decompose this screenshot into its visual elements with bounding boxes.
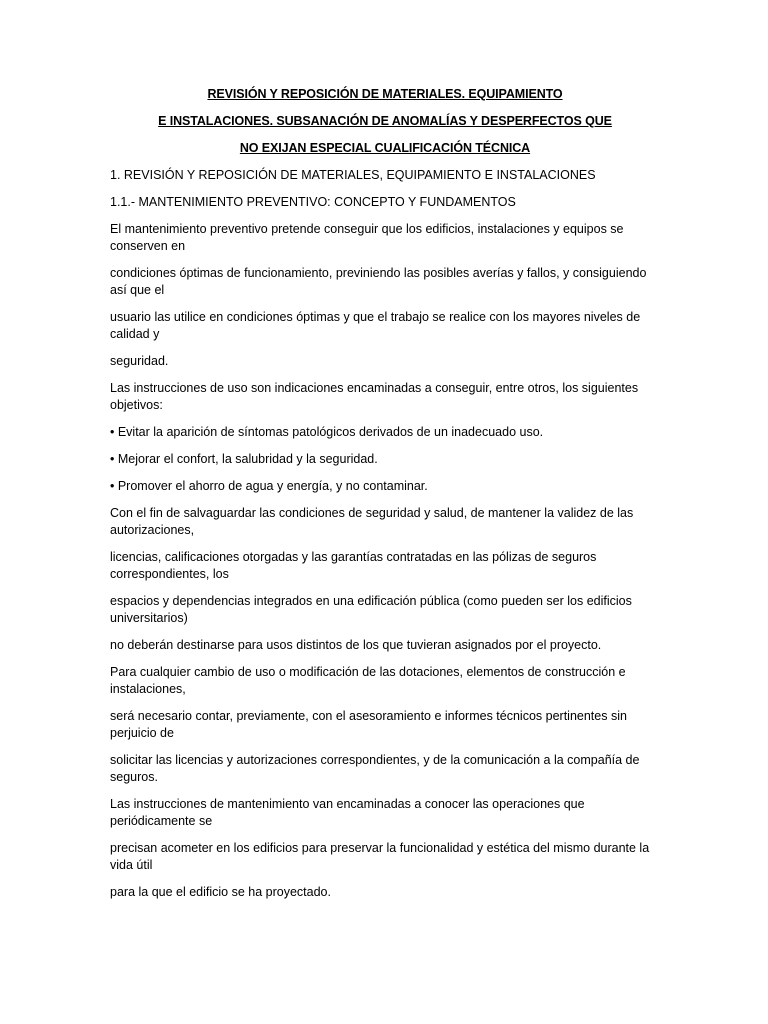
document-title-line-2: E INSTALACIONES. SUBSANACIÓN DE ANOMALÍAS Y DESPERFECTOS QUE <box>158 114 612 128</box>
bullet-item: • Mejorar el confort, la salubridad y la seguridad. <box>110 452 378 466</box>
body-paragraph: no deberán destinarse para usos distintos de los que tuvieran asignados por el proyecto. <box>110 638 602 652</box>
body-paragraph: condiciones óptimas de funcionamiento, previniendo las posibles averías y fallos, y consiguiendo así que el <box>110 266 647 297</box>
body-paragraph: El mantenimiento preventivo pretende conseguir que los edificios, instalaciones y equipos se conserven en <box>110 222 624 253</box>
body-paragraph: Con el fin de salvaguardar las condiciones de seguridad y salud, de mantener la validez de las autorizaciones, <box>110 506 634 537</box>
section-heading: 1. REVISIÓN Y REPOSICIÓN DE MATERIALES, EQUIPAMIENTO E INSTALACIONES <box>110 168 596 182</box>
body-paragraph: solicitar las licencias y autorizaciones correspondientes, y de la comunicación a la compañía de seguros. <box>110 753 640 784</box>
body-paragraph: Para cualquier cambio de uso o modificación de las dotaciones, elementos de construcción e instalaciones, <box>110 665 626 696</box>
bullet-item: • Promover el ahorro de agua y energía, y no contaminar. <box>110 479 428 493</box>
body-paragraph: seguridad. <box>110 354 169 368</box>
body-paragraph: Las instrucciones de uso son indicaciones encaminadas a conseguir, entre otros, los siguientes objetivos: <box>110 381 639 412</box>
body-paragraph: espacios y dependencias integrados en una edificación pública (como pueden ser los edificios universitarios) <box>110 594 632 625</box>
body-paragraph: licencias, calificaciones otorgadas y las garantías contratadas en las pólizas de seguros correspondientes, los <box>110 550 597 581</box>
subsection-heading: 1.1.- MANTENIMIENTO PREVENTIVO: CONCEPTO Y FUNDAMENTOS <box>110 195 516 209</box>
document-title-line-3: NO EXIJAN ESPECIAL CUALIFICACIÓN TÉCNICA <box>239 141 531 155</box>
body-paragraph: precisan acometer en los edificios para preservar la funcionalidad y estética del mismo durante la vida útil <box>110 841 650 872</box>
document-title-line-1: REVISIÓN Y REPOSICIÓN DE MATERIALES. EQUIPAMIENTO <box>207 87 563 101</box>
document-body <box>110 86 660 911</box>
body-paragraph: será necesario contar, previamente, con el asesoramiento e informes técnicos pertinentes sin perjuicio de <box>110 709 627 740</box>
bullet-item: • Evitar la aparición de síntomas patológicos derivados de un inadecuado uso. <box>110 425 544 439</box>
body-paragraph: usuario las utilice en condiciones óptimas y que el trabajo se realice con los mayores niveles de calidad y <box>110 310 641 341</box>
body-paragraph: Las instrucciones de mantenimiento van encaminadas a conocer las operaciones que periódicamente se <box>110 797 585 828</box>
body-paragraph: para la que el edificio se ha proyectado. <box>110 885 331 899</box>
